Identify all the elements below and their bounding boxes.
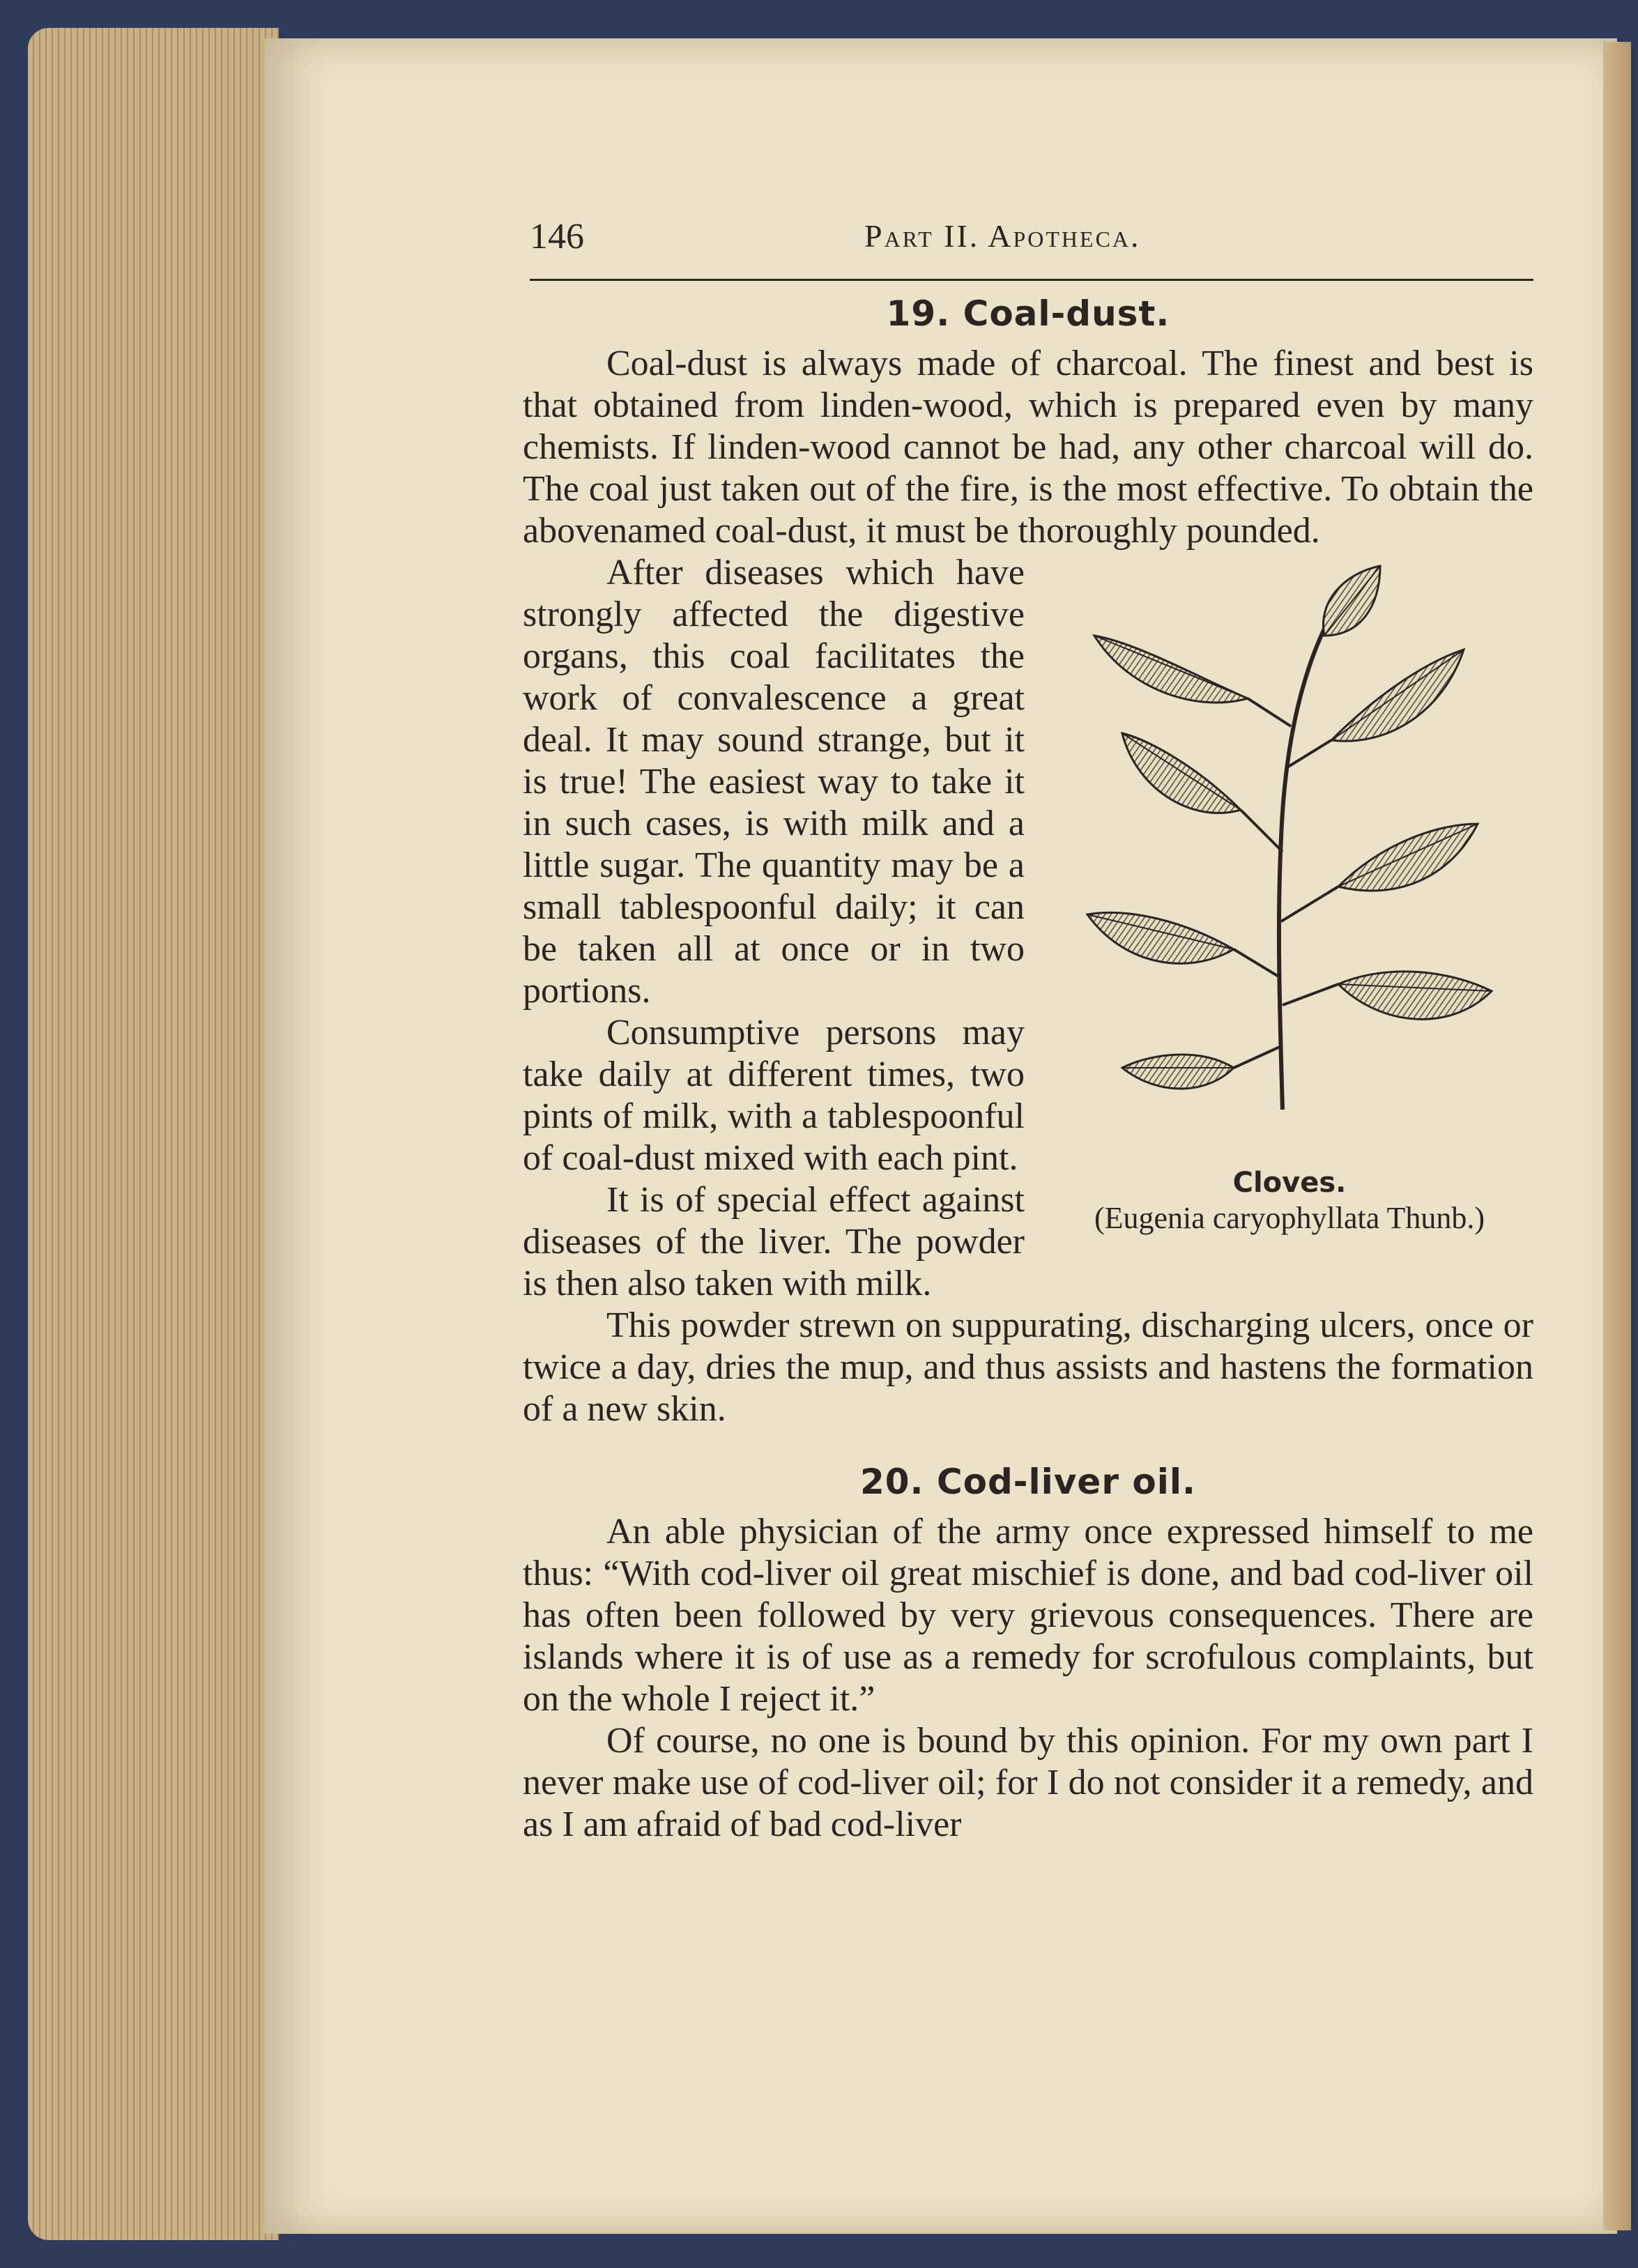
paragraph: Coal-dust is always made of charcoal. The finest and best is that obtained from linden-wood, which is prepared even by many chemists. If linden-wood cannot be had, any other charcoal will do. The coal just taken out of the fire, is the most effective. To obtain the abovenamed coal-dust, it must be thoroughly pounded. (523, 344, 1533, 551)
page-content (523, 293, 1533, 1846)
running-head: Part II. Apotheca. (864, 218, 1141, 254)
section-heading-cod-liver-oil: 20. Cod-liver oil. (859, 1462, 1197, 1502)
book-page-edges (28, 28, 279, 2240)
clove-branch-icon (1073, 559, 1506, 1144)
paragraph: It is of special effect against diseases of the liver. The powder is then also taken with milk. (523, 1180, 1025, 1303)
page-number: 146 (530, 217, 584, 256)
paragraph: Consumptive persons may take daily at different times, two pints of milk, with a tablespoonful of coal-dust mixed with each pint. (523, 1013, 1025, 1178)
paragraph: Of course, no one is bound by this opinion. For my own part I never make use of cod-liver oil; for I do not consider it a remedy, and as I am afraid of bad cod-liver (523, 1721, 1533, 1844)
figure-latin-name: (Eugenia caryophyllata Thunb.) (1094, 1201, 1485, 1235)
clove-figure (1046, 552, 1533, 1236)
right-page-edge (1603, 42, 1631, 2230)
section-heading-coal-dust: 19. Coal-dust. (886, 293, 1170, 334)
page-header (530, 216, 1533, 281)
paragraph: This powder strewn on suppurating, discharging ulcers, once or twice a day, dries the mup, and thus assists and hastens the formation of a new skin. (523, 1305, 1533, 1429)
figure-caption: Cloves. (1232, 1167, 1347, 1199)
paragraph: After diseases which have strongly affected the digestive organs, this coal facilitates the work of convalescence a great deal. It may sound strange, but it is true! The easiest way to take it in such cases, is with milk and a little sugar. The quantity may be a small tablespoonful daily; it can be taken all at once or in two portions. (523, 553, 1025, 1011)
paragraph: An able physician of the army once expressed himself to me thus: “With cod-liver oil great mischief is done, and bad cod-liver oil has often been followed by very grievous consequences. There are islands where it is of use as a remedy for scrofulous complaints, but on the whole I reject it.” (523, 1512, 1533, 1719)
